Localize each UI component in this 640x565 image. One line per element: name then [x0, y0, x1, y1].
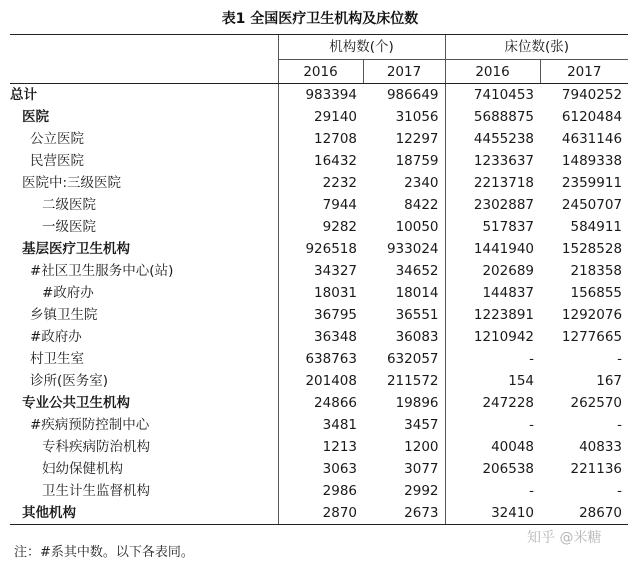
cell-value: 29140 — [278, 106, 363, 128]
cell-value: 36795 — [278, 304, 363, 326]
cell-value: 3077 — [404, 461, 439, 477]
cell-value: 7410453 — [445, 84, 540, 107]
row-label: #疾病预防控制中心 — [30, 417, 150, 433]
cell-value: 983394 — [278, 84, 363, 107]
cell-value: 16432 — [278, 150, 363, 172]
row-label: 其他机构 — [10, 502, 278, 525]
cell-value: 201408 — [278, 370, 363, 392]
row-label: 医院中:三级医院 — [22, 175, 122, 191]
table-row — [10, 370, 628, 392]
cell-value: 262570 — [570, 395, 623, 411]
cell-value: 167 — [596, 373, 623, 389]
cell-value: 6120484 — [561, 109, 623, 125]
cell-value: 2302887 — [445, 194, 540, 216]
header-beds: 床位数(张) — [445, 35, 628, 60]
cell-value: 28670 — [540, 502, 628, 525]
cell-value: 18014 — [395, 285, 439, 301]
cell-value: 202689 — [445, 260, 540, 282]
cell-value: 247228 — [445, 392, 540, 414]
table-header — [10, 35, 628, 84]
row-label: 民营医院 — [30, 153, 84, 169]
cell-value: 2213718 — [445, 172, 540, 194]
cell-value: 7944 — [278, 194, 363, 216]
row-label: 医院 — [22, 109, 49, 125]
table-row — [10, 150, 628, 172]
row-label: 乡镇卫生院 — [30, 307, 98, 323]
cell-value: 34327 — [278, 260, 363, 282]
cell-value: 12297 — [395, 131, 439, 147]
cell-value: 9282 — [278, 216, 363, 238]
table-title: 表1 全国医疗卫生机构及床位数 — [221, 11, 419, 27]
cell-value: 24866 — [278, 392, 363, 414]
header-blank — [10, 35, 278, 60]
cell-value: 1528528 — [561, 241, 623, 257]
cell-value: 36348 — [278, 326, 363, 348]
row-label: #政府办 — [30, 329, 82, 345]
row-label: 诊所(医务室) — [30, 373, 109, 389]
cell-value: 2340 — [404, 175, 439, 191]
table-row — [10, 194, 628, 216]
watermark: 知乎 @米糖 — [527, 530, 602, 546]
row-label: #政府办 — [42, 285, 94, 301]
table-row — [10, 216, 628, 238]
cell-value: 1441940 — [445, 238, 540, 260]
table-body — [10, 84, 628, 525]
table-row — [10, 326, 628, 348]
cell-value: 2673 — [363, 502, 445, 525]
table-row — [10, 414, 628, 436]
table-row — [10, 392, 628, 414]
cell-value: 2870 — [278, 502, 363, 525]
cell-value: 933024 — [386, 241, 439, 257]
cell-value: 221136 — [570, 461, 623, 477]
cell-value: - — [445, 414, 540, 436]
cell-value: 3457 — [404, 417, 439, 433]
table-row — [10, 304, 628, 326]
footnote: 注：#系其中数。以下各表同。 — [14, 545, 194, 560]
cell-value: 1292076 — [561, 307, 623, 323]
header-year: 2016 — [445, 60, 540, 84]
cell-value: 4455238 — [445, 128, 540, 150]
row-label: 卫生计生监督机构 — [42, 483, 150, 499]
cell-value: 517837 — [445, 216, 540, 238]
cell-value: 1200 — [404, 439, 439, 455]
cell-value: - — [617, 351, 623, 367]
table-row — [10, 436, 628, 458]
cell-value: 3063 — [278, 458, 363, 480]
cell-value: 2450707 — [561, 197, 623, 213]
table-row — [10, 128, 628, 150]
cell-value: 32410 — [445, 502, 540, 525]
table-row — [10, 260, 628, 282]
row-label: 专业公共卫生机构 — [22, 395, 130, 411]
header-institutions: 机构数(个) — [278, 35, 445, 60]
table-row — [10, 84, 628, 107]
cell-value: - — [445, 480, 540, 502]
header-year: 2017 — [540, 60, 628, 84]
cell-value: 1223891 — [445, 304, 540, 326]
cell-value: 632057 — [386, 351, 439, 367]
cell-value: 40833 — [579, 439, 623, 455]
cell-value: 218358 — [570, 263, 623, 279]
cell-value: 34652 — [395, 263, 439, 279]
cell-value: 1489338 — [561, 153, 623, 169]
cell-value: 19896 — [395, 395, 439, 411]
row-label: 二级医院 — [42, 197, 96, 213]
cell-value: 1233637 — [445, 150, 540, 172]
cell-value: 206538 — [445, 458, 540, 480]
cell-value: 7940252 — [561, 87, 623, 103]
cell-value: 36083 — [395, 329, 439, 345]
cell-value: 4631146 — [561, 131, 623, 147]
cell-value: 10050 — [395, 219, 439, 235]
cell-value: 31056 — [395, 109, 439, 125]
cell-value: 2992 — [404, 483, 439, 499]
data-table — [10, 34, 628, 525]
cell-value: 1210942 — [445, 326, 540, 348]
cell-value: 1277665 — [561, 329, 623, 345]
cell-value: 638763 — [278, 348, 363, 370]
table-row — [10, 348, 628, 370]
table-row — [10, 480, 628, 502]
cell-value: 156855 — [570, 285, 623, 301]
cell-value: 2232 — [278, 172, 363, 194]
table-row — [10, 458, 628, 480]
cell-value: 8422 — [404, 197, 439, 213]
table-row — [10, 172, 628, 194]
row-label: 公立医院 — [30, 131, 84, 147]
cell-value: - — [617, 417, 623, 433]
table-row — [10, 106, 628, 128]
cell-value: - — [445, 348, 540, 370]
cell-value: 5688875 — [445, 106, 540, 128]
cell-value: 36551 — [395, 307, 439, 323]
row-label: 总计 — [10, 87, 37, 103]
row-label: 村卫生室 — [30, 351, 84, 367]
row-label: 基层医疗卫生机构 — [22, 241, 130, 257]
cell-value: 154 — [445, 370, 540, 392]
cell-value: 2359911 — [561, 175, 623, 191]
row-label: #社区卫生服务中心(站) — [30, 263, 174, 279]
cell-value: - — [617, 483, 623, 499]
cell-value: 584911 — [570, 219, 623, 235]
cell-value: 926518 — [278, 238, 363, 260]
row-label: 妇幼保健机构 — [42, 461, 123, 477]
table-row — [10, 238, 628, 260]
cell-value: 211572 — [386, 373, 439, 389]
table-row — [10, 282, 628, 304]
header-year: 2017 — [363, 60, 445, 84]
header-year: 2016 — [278, 60, 363, 84]
cell-value: 144837 — [445, 282, 540, 304]
cell-value: 1213 — [278, 436, 363, 458]
cell-value: 18759 — [395, 153, 439, 169]
cell-value: 986649 — [386, 87, 439, 103]
cell-value: 3481 — [278, 414, 363, 436]
header-blank — [10, 60, 278, 84]
row-label: 一级医院 — [42, 219, 96, 235]
cell-value: 12708 — [278, 128, 363, 150]
cell-value: 18031 — [278, 282, 363, 304]
cell-value: 40048 — [445, 436, 540, 458]
row-label: 专科疾病防治机构 — [42, 439, 150, 455]
table-row — [10, 502, 628, 525]
cell-value: 2986 — [278, 480, 363, 502]
